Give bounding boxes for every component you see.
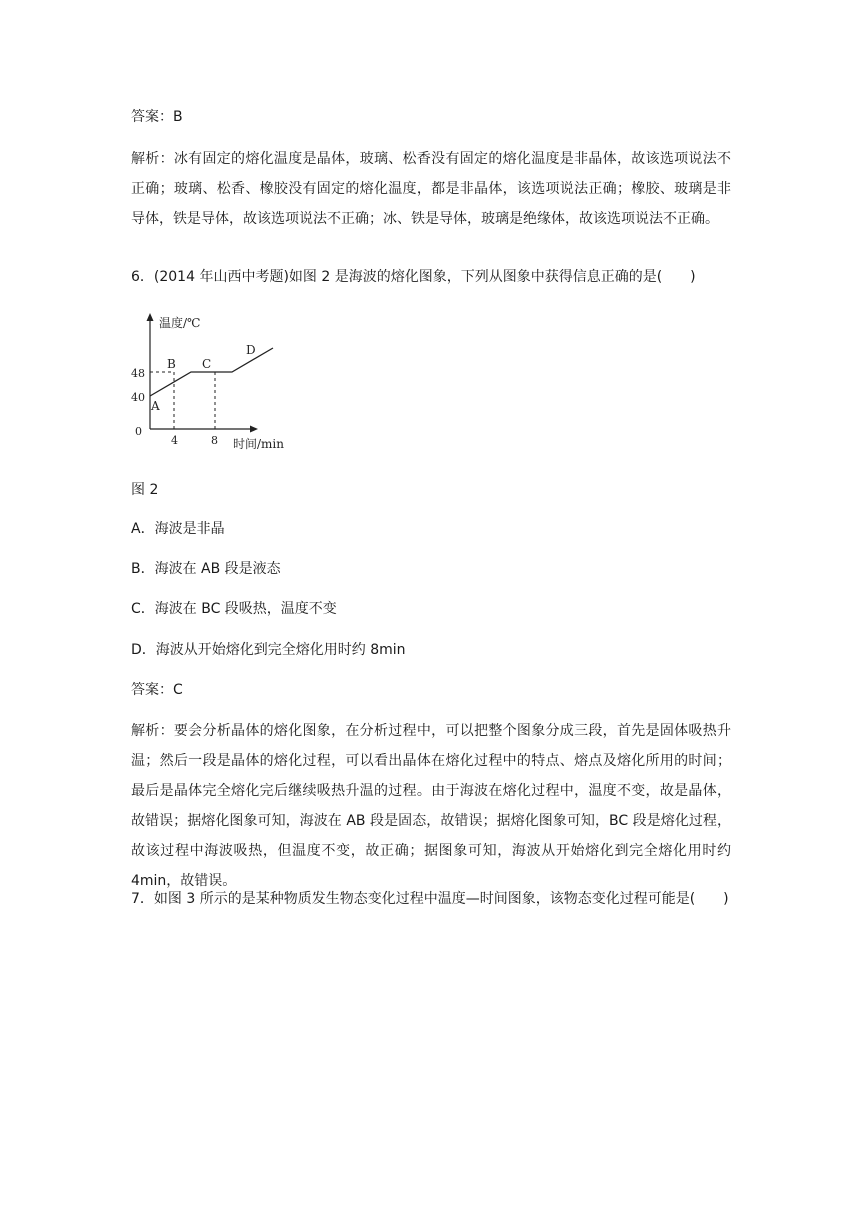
q7-stem: 7．如图 3 所示的是某种物质发生物态变化过程中温度—时间图象，该物态变化过程可能是( ) — [131, 891, 729, 907]
x-axis-label: 时间/min — [233, 437, 284, 451]
option-d: D．海波从开始熔化到完全熔化用时约 8min — [131, 642, 406, 658]
point-label-c: C — [202, 357, 212, 371]
q5-answer: 答案：B — [131, 109, 183, 125]
q6-answer: 答案：C — [131, 682, 183, 698]
point-label-d: D — [246, 343, 256, 357]
option-c: C．海波在 BC 段吸热，温度不变 — [131, 601, 337, 617]
option-a: A．海波是非晶 — [131, 521, 225, 537]
q6-stem: 6．(2014 年山西中考题)如图 2 是海波的熔化图象，下列从图象中获得信息正确的是( ) — [131, 269, 696, 285]
x-axis-arrow — [250, 426, 258, 433]
origin-label: 0 — [135, 425, 142, 438]
y-axis-label: 温度/℃ — [159, 316, 201, 330]
y-tick-40: 40 — [131, 391, 145, 404]
point-label-b: B — [167, 357, 176, 371]
figure-caption: 图 2 — [131, 482, 159, 498]
x-tick-4: 4 — [171, 434, 178, 447]
melting-chart — [125, 305, 300, 455]
point-label-a: A — [151, 399, 160, 413]
y-tick-48: 48 — [131, 367, 145, 380]
q6-analysis: 解析：要会分析晶体的熔化图象，在分析过程中，可以把整个图象分成三段，首先是固体吸热升温；然后一段是晶体的熔化过程，可以看出晶体在熔化过程中的特点、熔点及熔化所用的时间；最后是晶体完全熔化完后继续吸热升温的过程。由于海波在熔化过程中，温度不变，故是晶体，故错误；据熔化图象可知，海波在 AB 段是固态，故错误；据熔化图象可知，BC 段是熔化过程，故该过程中海波吸热，但温度不变，故正确；据图象可知，海波从开始熔化到完全熔化用时约 4min，故错误。 — [131, 723, 731, 889]
option-b: B．海波在 AB 段是液态 — [131, 561, 281, 577]
y-axis-arrow — [147, 313, 154, 321]
x-tick-8: 8 — [211, 434, 218, 447]
q5-analysis: 解析：冰有固定的熔化温度是晶体，玻璃、松香没有固定的熔化温度是非晶体，故该选项说法不正确；玻璃、松香、橡胶没有固定的熔化温度，都是非晶体，该选项说法正确；橡胶、玻璃是非导体，铁是导体，故该选项说法不正确；冰、铁是导体，玻璃是绝缘体，故该选项说法不正确。 — [131, 151, 731, 227]
